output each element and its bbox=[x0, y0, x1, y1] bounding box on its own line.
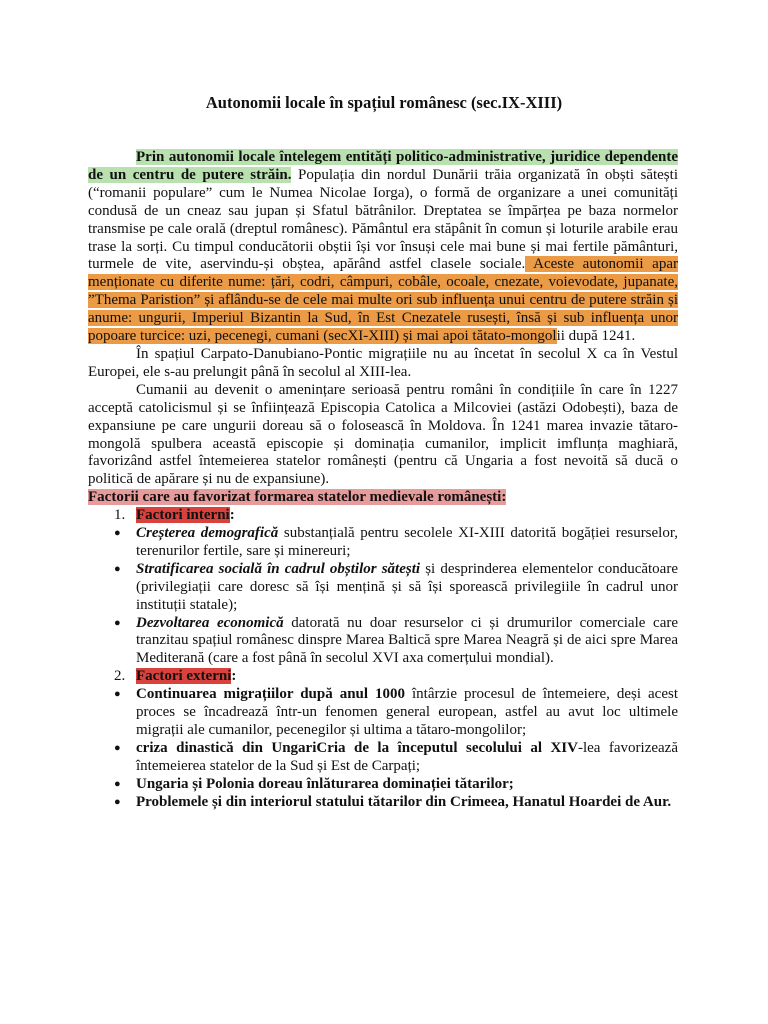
internal-factors-label: Factori interni bbox=[136, 507, 230, 524]
list-item-text: și desprinderea elementelor conducătoare (privilegiații care doresc să își mențină și să își sporească privilegiile în cadrul unor instituții statale); bbox=[136, 560, 678, 613]
intro-paragraph bbox=[88, 149, 678, 346]
list-item-text: datorată nu doar resurselor ci și drumurilor comerciale care tranzitau spațiul românesc dinspre Marea Baltică spre Marea Neagră și de aici spre Marea Mediterană (care a fost până în secolul XVI axa comerțului mondial). bbox=[136, 614, 679, 667]
list-item bbox=[88, 525, 678, 561]
list-item bbox=[88, 686, 678, 740]
paragraph-cumans: Cumanii au devenit o amenințare serioasă pentru români în condițiile în care în 1227 acceptă catolicismul și se înființează Episcopia Catolica a Milcoviei (astăzi Odobești), baza de expansiune pe care ungurii doreau să o folosească în Moldova. În 1241 marea invazie tătaro-mongolă spulbera această episcopie și dominația cumanilor, implicit imflunța maghiară, favorizând astfel întemeierea statelor românești (pentru că Ungaria a fost nevoită să ducă o politică de apărare și nu de expansiune). bbox=[88, 381, 678, 488]
intro-tail: ii după 1241. bbox=[556, 328, 636, 345]
list-number: 1. bbox=[114, 507, 126, 524]
bullet-icon: ● bbox=[114, 777, 121, 790]
internal-factors-list bbox=[88, 507, 678, 811]
external-factors-heading bbox=[88, 668, 678, 686]
list-item-text: -lea favorizează întemeierea statelor de la Sud și Est de Carpați; bbox=[136, 739, 678, 774]
bullet-icon: ● bbox=[114, 741, 121, 754]
intro-highlight-green: Prin autonomii locale întelegem entități politico-administrative, juridice dependente de un centru de putere străin. bbox=[88, 149, 678, 183]
document-body bbox=[88, 149, 678, 812]
bullet-icon: ● bbox=[114, 562, 121, 575]
document-title: Autonomii locale în spațiul românesc (sec.IX-XIII) bbox=[205, 93, 563, 112]
intro-highlight-orange: Aceste autonomii apar menționate cu diferite nume: țări, codri, câmpuri, cobâle, ocoale, cnezate, voievodate, jupanate, ”Thema Paristion” și aflându-se de cele mai multe ori sub influența unui centru de putere străin și anume: ungurii, Imperiul Bizantin la Sud, în Est Cnezatele rusești, însă și sub influența unor popoare turcice: uzi, pecenegi, cumani (secXI-XIII) și mai apoi tătato-mongol bbox=[88, 256, 678, 345]
list-item-bold: Continuarea migrațiilor după anul 1000 bbox=[136, 686, 406, 703]
list-item-bold: Stratificarea socială în cadrul obștilor sătești bbox=[136, 560, 421, 577]
list-item bbox=[88, 794, 678, 812]
list-item-bold: Ungaria și Polonia doreau înlăturarea dominației tătarilor; bbox=[136, 775, 514, 792]
factors-heading-line bbox=[88, 489, 678, 507]
list-item-bold: Dezvoltarea economică bbox=[136, 614, 284, 631]
list-item-bold: criza dinastică din UngariCria de la începutul secolului al XIV bbox=[136, 739, 578, 756]
list-number: 2. bbox=[114, 668, 126, 685]
paragraph-migrations: În spațiul Carpato-Danubiano-Pontic migrațiile nu au încetat în secolul X ca în Vestul Europei, ele s-au prelungit până în secolul al XIII-lea. bbox=[88, 345, 678, 380]
list-item-text: întârzie procesul de întemeiere, deși acest proces se încadrează într-un fenomen general european, astfel au avut loc ultimele migrații ale cumanilor, pecenegilor și ultima a tătaro-mongolilor; bbox=[136, 686, 678, 738]
list-item-text: substanțială pentru secolele XI-XIII datorită bogăției resurselor, terenurilor fertile, sare și minereuri; bbox=[136, 525, 678, 559]
intro-text: Populația din nordul Dunării trăia organizată în obști sătești (“romanii populare” cum le Numea Nicolae Iorga), o formă de organizare a unei comunități condusă de un cneaz sau jupan și Sfatul bătrânilor. Dreptatea se împărțea pe baza normelor transmise pe cale orală (dreptul românesc). Pământul era stăpânit în comun și loturile arabile erau trase la sorți. Cu timpul conducătorii obștii își vor însuși cele mai bune și mai fertile pământuri, turmele de vite, aservindu-și obștea, apărând astfel clasele sociale. bbox=[88, 166, 678, 273]
bullet-icon: ● bbox=[114, 795, 121, 808]
list-item-bold: Problemele și din interiorul statului tătarilor din Crimeea, Hanatul Hoardei de Aur. bbox=[136, 793, 672, 810]
external-factors-label: Factori externi bbox=[136, 668, 232, 685]
list-item bbox=[88, 615, 678, 669]
list-item bbox=[88, 776, 678, 794]
list-item bbox=[88, 740, 678, 776]
bullet-icon: ● bbox=[114, 616, 121, 629]
bullet-icon: ● bbox=[114, 527, 121, 540]
factors-heading: Factorii care au favorizat formarea statelor medievale românești: bbox=[88, 489, 507, 506]
list-item bbox=[88, 561, 678, 615]
internal-factors-heading bbox=[88, 507, 678, 525]
label-colon: : bbox=[229, 507, 235, 524]
label-colon: : bbox=[231, 668, 237, 685]
bullet-icon: ● bbox=[114, 688, 121, 701]
list-item-bold: Creșterea demografică bbox=[136, 525, 279, 542]
